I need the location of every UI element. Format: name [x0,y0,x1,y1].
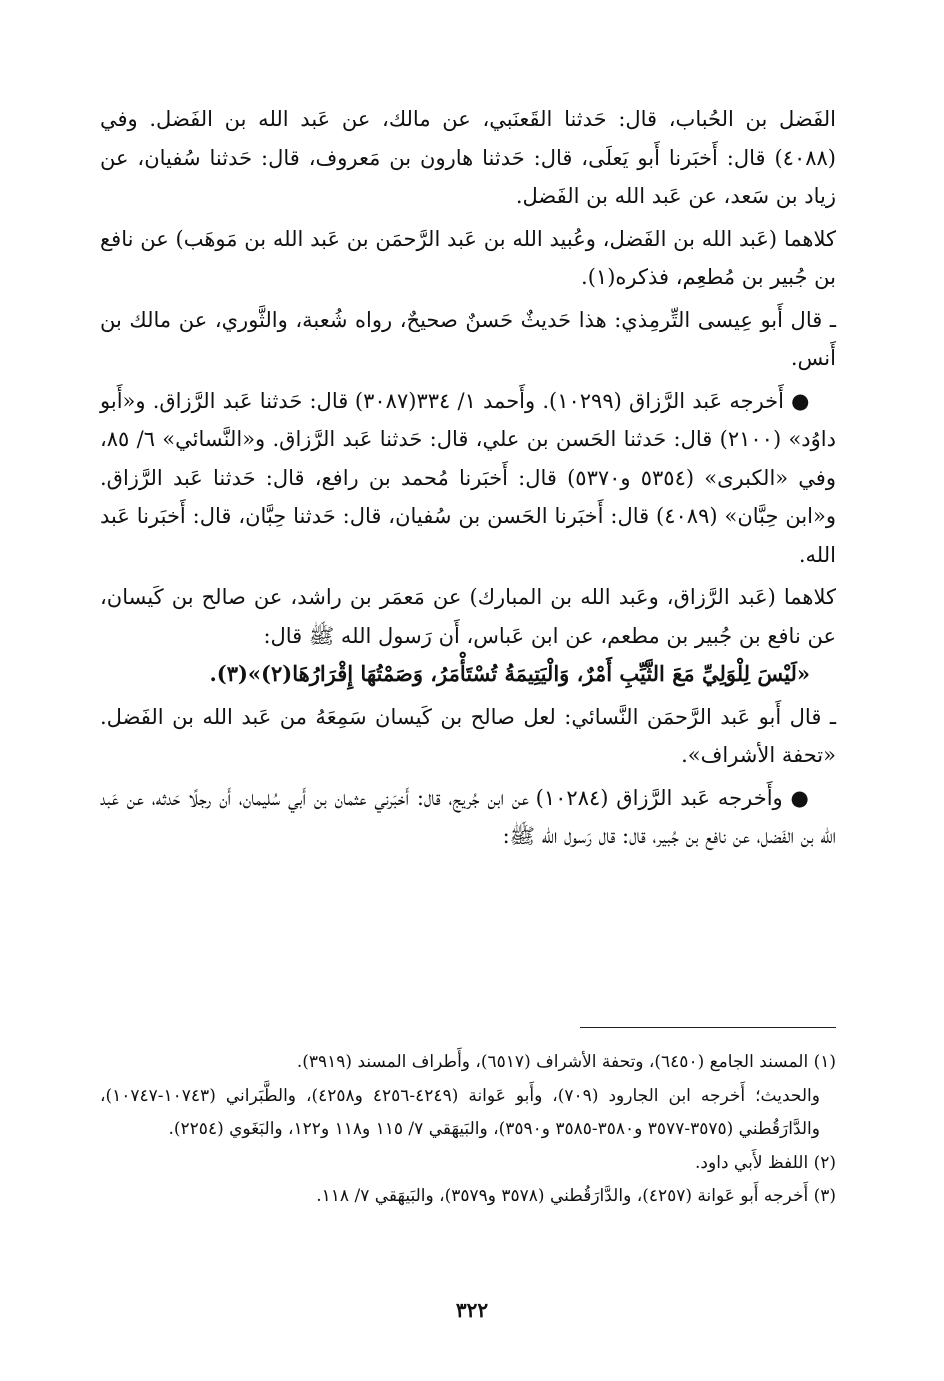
paragraph-5: كلاهما (عَبد الرَّزاق، وعَبد الله بن المبارك) عن مَعمَر بن راشد، عن صالح بن كَيسان، عن نافع بن جُبير بن مطعم، عن ابن عَباس، أَن رَسول الله ﷺ قال: [100,585,836,648]
paragraph-2: كلاهما (عَبد الله بن الفَضل، وعُبيد الله بن عَبد الرَّحمَن بن عَبد الله بن مَوهَب) عن نافع بن جُبير بن مُطعِم، فذكره(١). [100,226,836,289]
footnote-divider [580,1027,836,1028]
paragraph-7: ـ قال أَبو عَبد الرَّحمَن النَّسائي: لعل صالح بن كَيسان سَمِعَهُ من عَبد الله بن الفَضل. «تحفة الأشراف». [100,704,836,767]
footnotes [100,1046,836,1214]
paragraph-3: ـ قال أَبو عِيسى التِّرمِذي: هذا حَديثٌ حَسنٌ صحيحٌ، رواه شُعبة، والثَّوري، عن مالك بن أَنس. [100,307,836,370]
paragraph-1: الفَضل بن الحُباب، قال: حَدثنا القَعنَبي، عن مالك، عن عَبد الله بن الفَضل. وفي (٤٠٨٨) قال: أَخبَرنا أَبو يَعلَى، قال: حَدثنا هارون بن مَعروف، قال: حَدثنا سُفيان، عن زياد بن سَعد، عن عَبد الله بن الفَضل. [100,107,836,208]
footnote-2: (٢) اللفظ لأَبي داود. [695,1152,836,1173]
footnote-3: (٣) أَخرجه أَبو عَوانة (٤٢٥٧)، والدَّارَقُطني (٣٥٧٨ و٣٥٧٩)، والبَيهَقي ٧/ ١١٨. [316,1186,836,1206]
paragraph-8: ● وأَخرجه عَبد الرَّزاق (١٠٢٨٤) عن ابن جُريج، قال: أَخبَرني عثمان بن أَبي سُليمان، أَن رجلًا حَدثه، عن عَبد الله بن الفَضل، عن نافع بن جُبير، قال: قال رَسول الله ﷺ: [100,785,836,848]
footnote-1-continuation: والحديث؛ أَخرجه ابن الجارود (٧٠٩)، وأَبو عَوانة (٤٢٤٩-٤٢٥٦ و٤٢٥٨)، والطَّبَراني (١٠٧٤٣-١٠٧٤٧)، والدَّارَقُطني (٣٥٧٥-٣٥٧٧ و٣٥٨٠-٣٥٨٥ و٣٥٩٠)، والبَيهَقي ٧/ ١١٥ و١١٨ و١٢٢، والبَغَوي (٢٢٥٤). [100,1085,820,1139]
paragraph-4: ● أَخرجه عَبد الرَّزاق (١٠٢٩٩). وأَحمد ١/ ٣٣٤(٣٠٨٧) قال: حَدثنا عَبد الرَّزاق. و«أَبو داوُد» (٢١٠٠) قال: حَدثنا الحَسن بن علي، قال: حَدثنا عَبد الرَّزاق. و«النَّسائي» ٦/ ٨٥، وفي «الكبرى» (٥٣٥٤ و٥٣٧٠) قال: أَخبَرنا مُحمد بن رافع، قال: حَدثنا عَبد الرَّزاق. و«ابن حِبَّان» (٤٠٨٩) قال: أَخبَرنا الحَسن بن سُفيان، قال: حَدثنا حِبَّان، قال: أَخبَرنا عَبد الله. [100,388,837,567]
page-number: ٣٢٢ [455,1298,489,1322]
footnote-1: (١) المسند الجامع (٦٤٥٠)، وتحفة الأشراف (٦٥١٧)، وأَطراف المسند (٣٩١٩). [296,1052,836,1072]
main-text [100,100,836,856]
hadith-quote: «لَيْسَ لِلْوَلِيِّ مَعَ الثَّيِّبِ أَمْرٌ، وَالْيَتِيمَةُ تُسْتَأْمَرُ، وَصَمْتُهَا إِقْرَارُهَا(٢)»(٣). [209,661,810,686]
